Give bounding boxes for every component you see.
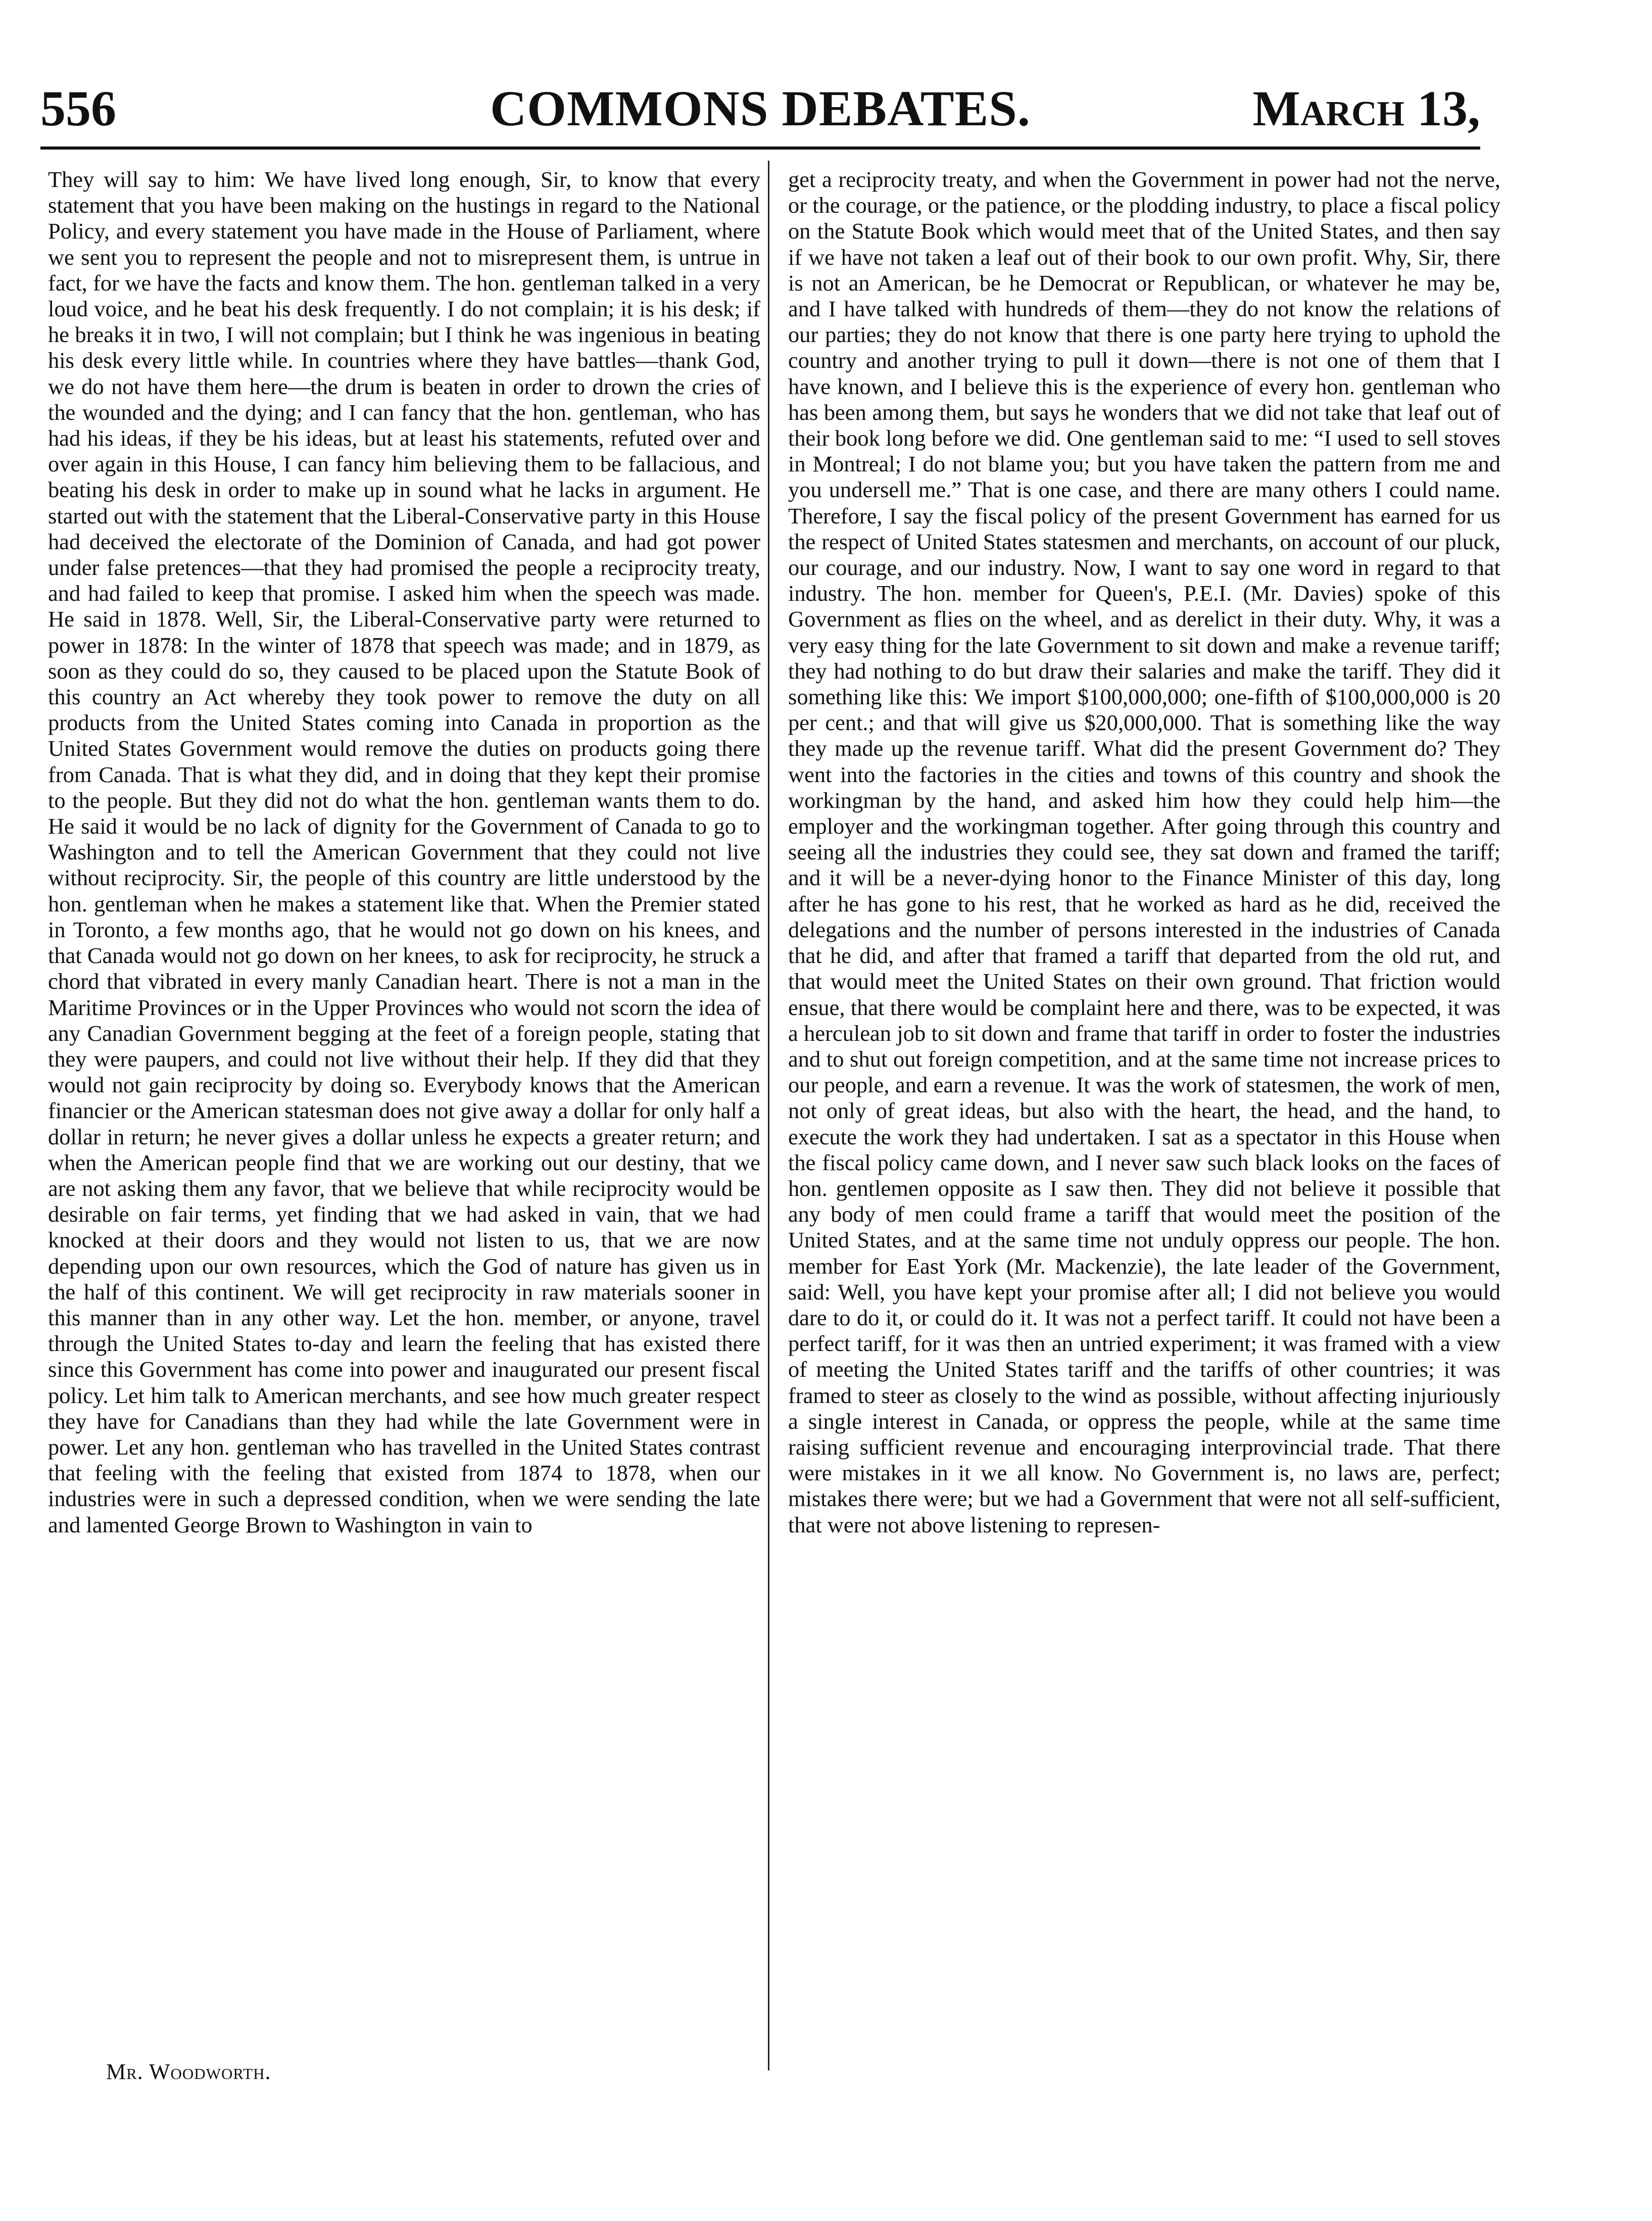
column-divider [768, 161, 769, 2070]
header-date: March 13, [1252, 80, 1480, 136]
header-rule [40, 147, 1480, 150]
page-header [40, 76, 1480, 152]
left-column [48, 167, 760, 1538]
right-column-text: get a reciprocity treaty, and when the Government in power had not the nerve, or the courage, or the patience, or the plodding industry, to place a fiscal policy on the Statute Book which would meet that of the United States, and then say if we have not taken a leaf out of their book to our own profit. Why, Sir, there is not an American, be he Democrat or Republican, or whatever he may be, and I have talked with hundreds of them—they do not know the relations of our parties; they do not know that there is one party here trying to uphold the country and another trying to pull it down—there is not one of them that I have known, and I believe this is the experience of every hon. gentleman who has been among them, but says he wonders that we did not take that leaf out of their book long before we did. One gentleman said to me: “I used to sell stoves in Montreal; I do not blame you; but you have taken the pattern from me and you undersell me.” That is one case, and there are many others I could name. Therefore, I say the fiscal policy of the present Government has earned for us the respect of United States statesmen and merchants, on account of our pluck, our courage, and our industry. Now, I want to say one word in regard to that industry. The hon. member for Queen's, P.E.I. (Mr. Davies) spoke of this Government as flies on the wheel, and as derelict in their duty. Why, it was a very easy thing for the late Government to sit down and make a revenue tariff; they had nothing to do but draw their salaries and make the tariff. They did it something like this: We import $100,000,000; one-fifth of $100,000,000 is 20 per cent.; and that will give us $20,000,000. That is something like the way they made up the revenue tariff. What did the present Government do? They went into the factories in the cities and towns of this country and shook the workingman by the hand, and asked him how they could help him—the employer and the workingman together. After going through this country and seeing all the industries they could see, they sat down and framed the tariff; and it will be a never-dying honor to the Finance Minister of this day, long after he has gone to his rest, that he worked as hard as he did, received the delegations and the number of persons interested in the industries of Canada that he did, and after that framed a tariff that departed from the old rut, and that would meet the United States on their own ground. That friction would ensue, that there would be complaint here and there, was to be expected, it was a herculean job to sit down and frame that tariff in order to foster the industries and to shut out foreign competition, and at the same time not increase prices to our people, and earn a revenue. It was the work of statesmen, the work of men, not only of great ideas, but also with the heart, the head, and the hand, to execute the work they had undertaken. I sat as a spectator in this House when the fiscal policy came down, and I never saw such black looks on the faces of hon. gentlemen opposite as I saw then. They did not believe it possible that any body of men could frame a tariff that would meet the position of the United States, and at the same time not unduly oppress our people. The hon. member for East York (Mr. Mackenzie), the late leader of the Government, said: Well, you have kept your promise after all; I did not believe you would dare to do it, or could do it. It was not a perfect tariff. It could not have been a perfect tariff, for it was then an untried experiment; it was framed with a view of meeting the United States tariff and the tariffs of other countries; it was framed to steer as closely to the wind as possible, without affecting injuriously a single interest in Canada, or oppress the people, while at the same time raising sufficient revenue and encouraging interprovincial trade. That there were mistakes in it we all know. No Government is, no laws are, perfect; mistakes there were; but we had a Government that were not all self-sufficient, that were not above listening to represen- [788, 167, 1500, 1537]
publication-title: COMMONS DEBATES. [490, 80, 1031, 136]
left-column-text: They will say to him: We have lived long enough, Sir, to know that every statement that you have been making on the hustings in regard to the National Policy, and every statement you have made in the House of Parliament, where we sent you to represent the people and not to misrepresent them, is untrue in fact, for we have the facts and know them. The hon. gentleman talked in a very loud voice, and he beat his desk frequently. I do not complain; it is his desk; if he breaks it in two, I will not complain; but I think he was ingenious in beating his desk every little while. In countries where they have battles—thank God, we do not have them here—the drum is beaten in order to drown the cries of the wounded and the dying; and I can fancy that the hon. gentleman, who has had his ideas, if they be his ideas, but at least his statements, refuted over and over again in this House, I can fancy him believing them to be fallacious, and beating his desk in order to make up in sound what he lacks in argument. He started out with the statement that the Liberal-Conservative party in this House had deceived the electorate of the Dominion of Canada, and had got power under false pretences—that they had promised the people a reciprocity treaty, and had failed to keep that promise. I asked him when the speech was made. He said in 1878. Well, Sir, the Liberal-Conservative party were returned to power in 1878: In the winter of 1878 that speech was made; and in 1879, as soon as they could do so, they caused to be placed upon the Statute Book of this country an Act whereby they took power to remove the duty on all products from the United States coming into Canada in proportion as the United States Government would remove the duties on products going there from Canada. That is what they did, and in doing that they kept their promise to the people. But they did not do what the hon. gentleman wants them to do. He said it would be no lack of dignity for the Government of Canada to go to Washington and to tell the American Government that they could not live without reciprocity. Sir, the people of this country are little understood by the hon. gentleman when he makes a statement like that. When the Premier stated in Toronto, a few months ago, that he would not go down on his knees, and that Canada would not go down on her knees, to ask for reciprocity, he struck a chord that vibrated in every manly Canadian heart. There is not a man in the Maritime Provinces or in the Upper Provinces who would not scorn the idea of any Canadian Government begging at the feet of a foreign people, stating that they were paupers, and could not live without their help. If they did that they would not gain reciprocity by doing so. Everybody knows that the American financier or the American statesman does not give away a dollar for only half a dollar in return; he never gives a dollar unless he expects a greater return; and when the American people find that we are working out our destiny, that we are not asking them any favor, that we believe that while reciprocity would be desirable on fair terms, yet finding that we had asked in vain, that we had knocked at their doors and they would not listen to us, that we are now depending upon our own resources, which the God of nature has given us in the half of this continent. We will get reciprocity in raw materials sooner in this manner than in any other way. Let the hon. member, or anyone, travel through the United States to-day and learn the feeling that has existed there since this Government has come into power and inaugurated our present fiscal policy. Let him talk to American merchants, and see how much greater respect they have for Canadians than they had while the late Government were in power. Let any hon. gentleman who has travelled in the United States contrast that feeling with the feeling that existed from 1874 to 1878, when our industries were in such a depressed condition, when we were sending the late and lamented George Brown to Washington in vain to [48, 167, 760, 1537]
right-column [788, 167, 1500, 1538]
speaker-name: Mr. Woodworth. [106, 2059, 271, 2084]
page-number: 556 [40, 80, 116, 136]
